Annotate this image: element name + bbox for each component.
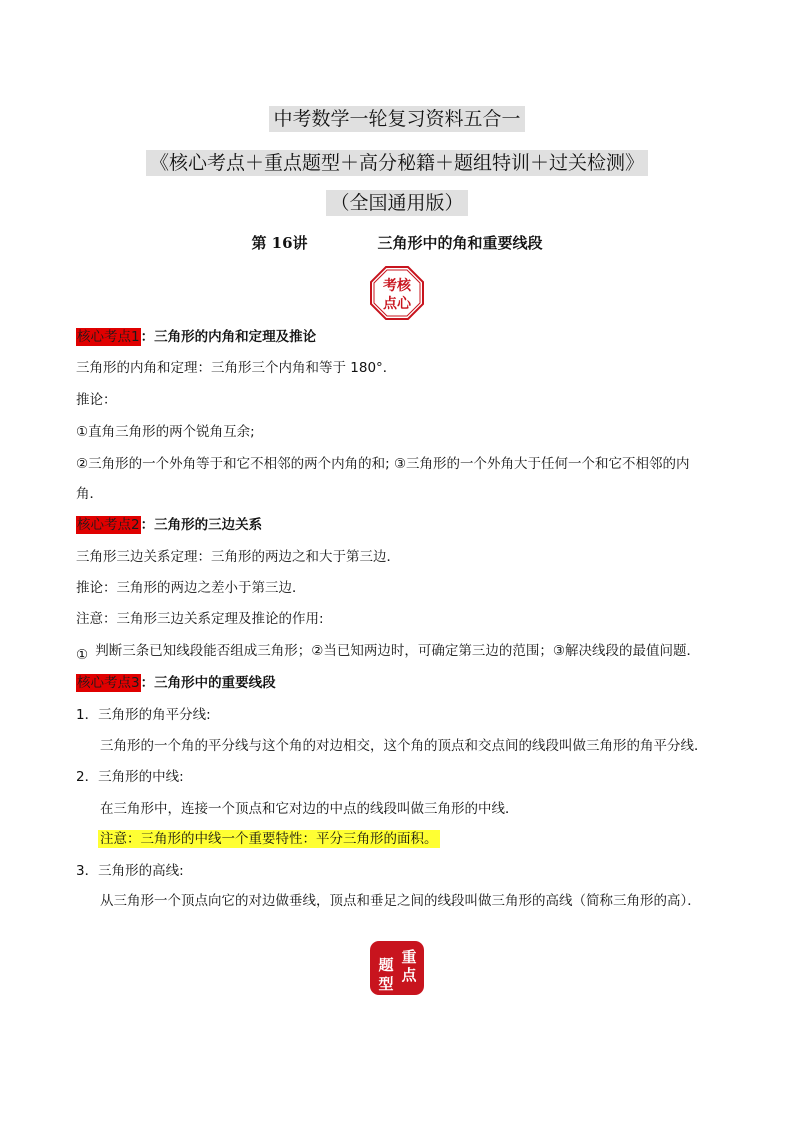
stamp-text-bottom: 点心 xyxy=(383,296,411,312)
stamp-text-top: 考核 xyxy=(383,278,411,294)
section-1-line-4: ②三角形的一个外角等于和它不相邻的两个内角的和; ③三角形的一个外角大于任何一个和它不相邻的内 xyxy=(76,456,690,472)
section-2-line-1: 三角形三边关系定理：三角形的两边之和大于第三边． xyxy=(76,549,400,565)
section-1-line-1: 三角形的内角和定理：三角形三个内角和等于 180°． xyxy=(76,360,397,376)
section-2-heading xyxy=(76,516,262,534)
stamp2-char-2: 点 xyxy=(401,966,417,984)
section-2-tag: 核心考点2 xyxy=(77,517,140,533)
section-1-tag: 核心考点1 xyxy=(77,329,140,345)
item-3-label-row xyxy=(76,862,184,880)
stamp2-char-3: 题 xyxy=(378,956,394,974)
section-1-line-3: ①直角三角形的两个锐角互余; xyxy=(76,424,255,440)
item-2-label: 三角形的中线: xyxy=(98,769,184,785)
item-3-text: 从三角形一个顶点向它的对边做垂线，顶点和垂足之间的线段叫做三角形的高线（简称三角形的高）． xyxy=(100,893,701,909)
key-question-types-stamp-icon xyxy=(369,940,425,996)
section-2-line-4 xyxy=(76,642,701,663)
lecture-title: 三角形中的角和重要线段 xyxy=(377,234,543,252)
section-2-line-4-text: 判断三条已知线段能否组成三角形；②当已知两边时，可确定第三边的范围；③解决线段的最值问题． xyxy=(95,643,701,659)
stamp2-char-4: 型 xyxy=(378,975,394,993)
item-2-note xyxy=(98,830,440,848)
section-2-title: ：三角形的三边关系 xyxy=(140,517,263,533)
circle-number-1: ① xyxy=(76,647,89,663)
section-1-title: ：三角形的内角和定理及推论 xyxy=(140,329,317,345)
section-2-line-3: 注意：三角形三边关系定理及推论的作用: xyxy=(76,611,324,627)
section-1-heading xyxy=(76,328,316,346)
section-3-heading xyxy=(76,674,276,692)
item-3-label: 三角形的高线: xyxy=(98,863,184,879)
item-2-number: 2． xyxy=(76,769,99,785)
doc-title-line-2: 《核心考点＋重点题型＋高分秘籍＋题组特训＋过关检测》 xyxy=(0,148,794,175)
section-3-tag: 核心考点3 xyxy=(77,675,140,691)
doc-title-line-1: 中考数学一轮复习资料五合一 xyxy=(0,104,794,131)
item-1-label-row xyxy=(76,706,211,724)
section-1-line-5: 角． xyxy=(76,486,103,502)
item-1-text: 三角形的一个角的平分线与这个角的对边相交，这个角的顶点和交点间的线段叫做三角形的角平分线． xyxy=(100,738,708,754)
item-2-text: 在三角形中，连接一个顶点和它对边的中点的线段叫做三角形的中线． xyxy=(100,801,519,817)
lecture-heading xyxy=(0,232,794,253)
item-1-label: 三角形的角平分线: xyxy=(98,707,211,723)
core-points-stamp-icon xyxy=(370,266,424,320)
section-3-title: ：三角形中的重要线段 xyxy=(140,675,276,691)
item-1-number: 1． xyxy=(76,707,99,723)
doc-title-line-3: （全国通用版） xyxy=(0,188,794,215)
item-3-number: 3． xyxy=(76,863,99,879)
section-2-line-2: 推论：三角形的两边之差小于第三边． xyxy=(76,580,306,596)
stamp2-char-1: 重 xyxy=(401,948,417,966)
section-1-line-2: 推论： xyxy=(76,392,117,408)
lecture-number: 第 16讲 xyxy=(251,234,308,252)
highlighted-note: 注意：三角形的中线一个重要特性：平分三角形的面积。 xyxy=(100,831,438,847)
item-2-label-row xyxy=(76,768,184,786)
